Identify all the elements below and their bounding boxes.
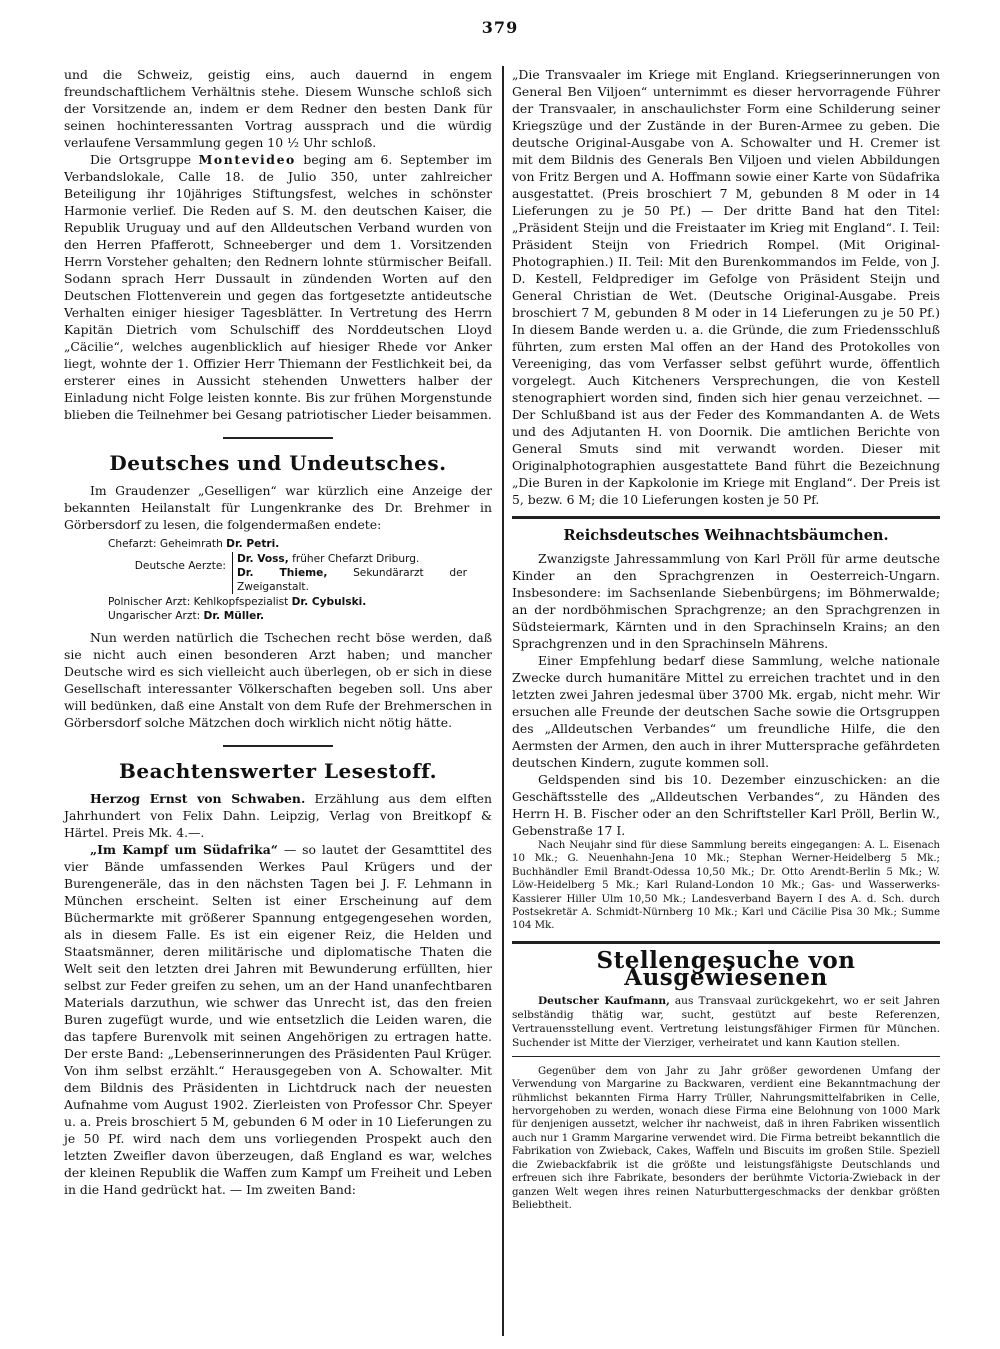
ad-text: früher Chefarzt Driburg. (288, 553, 420, 565)
text-span: aus Transvaal zurückgekehrt, wo er seit Jahren selbständig thätig war, sucht, gestützt auf beste Referenzen, Vertrauensstellung event. Vertretung leistungsfähiger Firmen für München. Suchender ist Mitte der Vierziger, verheiratet und kann Kaution stellen. (512, 994, 940, 1049)
paragraph-montevideo (64, 151, 492, 423)
heading-weihnachtsbaeumchen: Reichsdeutsches Weihnachtsbäumchen. (563, 527, 889, 544)
text-span: — so lautet der Gesamttitel des vier Bände umfassenden Werkes Paul Krügers und der Burengeneräle, das in den nächsten Tagen bei J. F. Lehmann in München erscheint. Selten ist einer Erscheinung auf dem Büchermarkte mit größerer Spannung entgegengesehen worden, als in diesem Falle. Es ist ein eigener Reiz, die Helden und Staatsmänner, deren militärische und diplomatische Thaten die Welt seit den letzten drei Jahren mit Bewunderung erfüllten, hier selbst zur Feder greifen zu sehen, um an der Hand unanfechtbaren Materials darzuthun, wie schwer das Unrecht ist, das den freien Buren zugefügt wurde, und wie entsetzlich die Leiden waren, die das tapfere Burenvolk mit seinen Angehörigen zu ertragen hatte. Der erste Band: „Lebenserinnerungen des Präsidenten Paul Krüger. Von ihm selbst erzählt.“ Herausgegeben von A. Schowalter. Mit dem Bildnis des Präsidenten in Lichtdruck nach der neuesten Aufnahme vom August 1902. Zierleisten von Professor Chr. Speyer u. a. Preis broschiert 5 M, gebunden 6 M oder in 10 Lieferungen zu je 50 Pf. wird nach dem uns vorliegenden Prospekt auch den letzten Zweifler davon überzeugen, daß England es war, welches der kleinen Republik die Waffen zum Kampf um Freiheit und Leben in die Hand gedrückt hat. — Im zweiten Band: (64, 842, 492, 1197)
paragraph-herzog-ernst (64, 790, 492, 841)
section-divider (223, 437, 333, 439)
paragraph-margarine: Gegenüber dem von Jahr zu Jahr größer gewordenen Umfang der Verwendung von Margarine zu Backwaren, verdient eine Bekanntmachung der rühmlichst bekannten Firma Harry Trüller, Nahrungsmittelfabriken in Celle, hervorgehoben zu werden, wonach diese Firma eine Belohnung von 1000 Mark für denjenigen aussetzt, welcher ihr nachweist, daß in ihren Fabriken wissentlich auch nur 1 Gramm Margarine verwendet wird. Die Firma betreibt bekanntlich die Fabrikation von Zwieback, Cakes, Waffeln und Biscuits im großen Stile. Speziell die Zwiebackfabrik ist die größte und leistungsfähigste Deutschlands und erfreuen sich ihre Fabrikate, besonders der berühmte Victoria-Zwieback in der ganzen Welt wegen ihres reinen Naturbuttergeschmacks der denkbar größten Beliebtheit. (512, 1065, 940, 1211)
paragraph-kaufmann (512, 994, 940, 1050)
paragraph-empfehlung: Einer Empfehlung bedarf diese Sammlung, welche nationale Zwecke durch humanitäre Mittel zu erreichen trachtet und in den letzten zwei Jahren jedesmal über 3700 Mk. ergab, nicht mehr. Wir ersuchen alle Freunde der deutschen Sache sowie die Ortsgruppen des „Alldeutschen Verbandes“ um freundliche Hilfe, die den Aermsten der Armen, den auch in ihrer Muttersprache gefährdeten deutschen Kindern, zugute kommen soll. (512, 653, 940, 770)
ad-brace (232, 552, 467, 594)
section-divider (512, 516, 940, 519)
ad-label: Chefarzt: Geheimrath (108, 538, 227, 550)
text-span: beging am 6. September im Verbandslokale, Calle 18. de Julio 350, unter zahlreicher Beteiligung ihr 10jähriges Stiftungsfest, welches in schönster Harmonie verlief. Die Reden auf S. M. den deutschen Kaiser, die Republik Uruguay und auf den Alldeutschen Verband wurden von den Herren Pfafferott, Schneeberger und dem 1. Vorsitzenden Herrn Vorsteher gehalten; den Rednern lohnte stürmischer Beifall. Sodann sprach Herr Dussault in zündenden Worten auf den Deutschen Flottenverein und gegen das fortgesetzte antideutsche Verhalten einiger hiesiger Tagesblätter. In Vertretung des Herrn Kapitän Dietrich vom Schulschiff des Norddeutschen Lloyd „Cäcilie“, welches augenblicklich auf hiesiger Rhede vor Anker liegt, wohnte der 1. Offizier Herr Thiemann der Festlichkeit bei, da ersterer eines in Aussicht stehenden Unwetters halber der Einladung nicht Folge leisten konnte. Bis zur frühen Morgenstunde blieben die Teilnehmer bei Gesang patriotischer Lieder beisammen. (64, 152, 492, 422)
ad-german-2 (237, 566, 467, 594)
ad-name: Dr. Thieme, (237, 567, 328, 579)
ad-name: Dr. Müller. (203, 610, 265, 622)
ad-name: Dr. Cybulski. (291, 596, 367, 608)
ad-label: Deutsche Aerzte: (134, 560, 226, 572)
paragraph-tschechen: Nun werden natürlich die Tschechen recht böse werden, daß sie nicht auch einen besonderen Arzt haben; und mancher Deutsche wird es sich vielleicht auch überlegen, ob er sich in diese Gesellschaft interessanter Völkerschaften begeben soll. Uns aber will bedünken, daß eine Anstalt von dem Rufe der Brehmerschen in Görbersdorf solche Mätzchen doch wirklich nicht nötig hätte. (64, 630, 492, 730)
section-divider (512, 1056, 940, 1057)
book-title: „Im Kampf um Südafrika“ (90, 842, 278, 857)
paragraph-switzerland: und die Schweiz, geistig eins, auch dauernd in engem freundschaftlichem Verhältnis stehe. Diesem Wunsche schloß sich der Vorsitzende an, indem er dem Redner den besten Dank für seinen hochinteressanten Vortrag aussprach und die würdig verlaufene Versammlung gegen 10 ½ Uhr schloß. (64, 67, 492, 150)
ad-chief-line (108, 537, 492, 551)
paragraph-transvaaler: „Die Transvaaler im Kriege mit England. Kriegserinnerungen von General Ben Viljoen“ unternimmt es dieser hervorragende Führer der Transvaaler, in anschaulichster Form eine Schilderung seiner Kriegszüge und der Zustände in der Buren-Armee zu geben. Die deutsche Original-Ausgabe von A. Schowalter und H. Cremer ist mit dem Bildnis des Generals Ben Viljoen und vielen Abbildungen von Fritz Bergen und A. Hoffmann sowie einer Karte von Südafrika ausgestattet. (Preis broschiert 7 M, gebunden 8 M oder in 14 Lieferungen zu je 50 Pf.) — Der dritte Band hat den Titel: „Präsident Steijn und die Freistaater im Krieg mit England“. I. Teil: Präsident Steijn von Friedrich Rompel. (Mit Original-Photographien.) II. Teil: Mit den Burenkommandos im Felde, von J. D. Kestell, Feldprediger im Gefolge von Präsident Steijn und General Christian de Wet. (Deutsche Original-Ausgabe. Preis broschiert 7 M, gebunden 8 M oder in 14 Lieferungen zu je 50 Pf.) In diesem Bande werden u. a. die Gründe, die zum Friedensschluß führten, zum ersten Mal offen an der Hand des Protokolles von Vereeniging, das vom Verfasser selbst geführt wurde, öffentlich vorgelegt. Auch Kitcheners Versprechungen, die von Kestell stenographiert worden sind, finden sich hier genau verzeichnet. — Der Schlußband ist aus der Feder des Kommandanten A. de Wets und des Adjutanten H. von Doornik. Die amtlichen Berichte von General Smuts sind mit verwandt worden. Dieser mit Originalphotographien ausgestattete Band führt die Bezeichnung „Die Buren in der Kapkolonie im Kriege mit England“. Der Preis ist 5, bezw. 6 M; die 10 Lieferungen kosten je 50 Pf. (512, 67, 940, 507)
heading-deutsches-undeutsches: Deutsches und Undeutsches. (109, 451, 447, 475)
page-number: 379 (481, 18, 519, 37)
advertisement-quote (108, 537, 492, 623)
ad-name: Dr. Petri. (226, 538, 280, 550)
ad-name: Dr. Voss, (237, 553, 289, 565)
column-divider (502, 66, 504, 1336)
ad-german-line (108, 551, 492, 595)
ad-text: Sekundärarzt der Zweiganstalt. (237, 567, 467, 593)
book-title: Herzog Ernst von Schwaben. (90, 791, 306, 806)
left-column (64, 66, 492, 1198)
place-name: Montevideo (198, 152, 296, 167)
heading-lesestoff: Beachtenswerter Lesestoff. (118, 759, 438, 783)
section-divider (512, 941, 940, 944)
section-divider (223, 745, 333, 747)
paragraph-spendenliste: Nach Neujahr sind für diese Sammlung bereits eingegangen: A. L. Eisenach 10 Mk.; G. Neuenhahn-Jena 10 Mk.; Stephan Werner-Heidelberg 5 Mk.; Buchhändler Emil Brandt-Odessa 10,50 Mk.; Dr. Otto Arendt-Berlin 5 Mk.; W. Löw-Heidelberg 5 Mk.; Karl Ruland-London 10 Mk.; Gas- und Wasserwerks-Kassierer Hiller Ulm 10,50 Mk.; Landesverband Bayern I des A. d. Sch. durch Postsekretär A. Schmidt-Nürnberg 10 Mk.; Karl und Cäcilie Pisa 30 Mk.; Summe 104 Mk. (512, 840, 940, 932)
ad-german-1 (237, 552, 467, 566)
ad-hungarian-line (108, 609, 492, 623)
paragraph-graudenzer: Im Graudenzer „Geselligen“ war kürzlich eine Anzeige der bekannten Heilanstalt für Lungenkranke des Dr. Brehmer in Görbersdorf zu lesen, die folgendermaßen endete: (64, 483, 492, 532)
paragraph-kampf-suedafrika (64, 841, 492, 1198)
paragraph-jahressammlung: Zwanzigste Jahressammlung von Karl Pröll für arme deutsche Kinder an den Sprachgrenzen in Oesterreich-Ungarn. Insbesondere: im Sachsenlande Siebenbürgens; im Böhmerwalde; an der nordböhmischen Sprachgrenze; an den Sprachgrenzen in Südsteiermark, Kärnten und in den Sprachinseln Krains; an den Sprachgrenzen und in den Sprachinseln Mährens. (512, 551, 940, 651)
text-span: Erzählung aus dem elften Jahrhundert von Felix Dahn. Leipzig, Verlag von Breitkopf & Härtel. Preis Mk. 4.—. (64, 791, 492, 840)
right-column (512, 66, 940, 1212)
paragraph-geldspenden: Geldspenden sind bis 10. Dezember einzuschicken: an die Geschäftsstelle des „Alldeutschen Verbandes“, zu Händen des Herrn H. B. Fischer oder an den Schriftsteller Karl Pröll, Berlin W., Gebenstraße 17 I. (512, 772, 940, 838)
text-span: Die Ortsgruppe (90, 152, 199, 167)
ad-polish-line (108, 595, 492, 609)
heading-stellengesuche: Stellengesuche von Ausgewiesenen (596, 946, 856, 991)
ad-label: Polnischer Arzt: Kehlkopfspezialist (108, 596, 292, 608)
ad-title: Deutscher Kaufmann, (538, 994, 670, 1007)
ad-label: Ungarischer Arzt: (108, 610, 204, 622)
